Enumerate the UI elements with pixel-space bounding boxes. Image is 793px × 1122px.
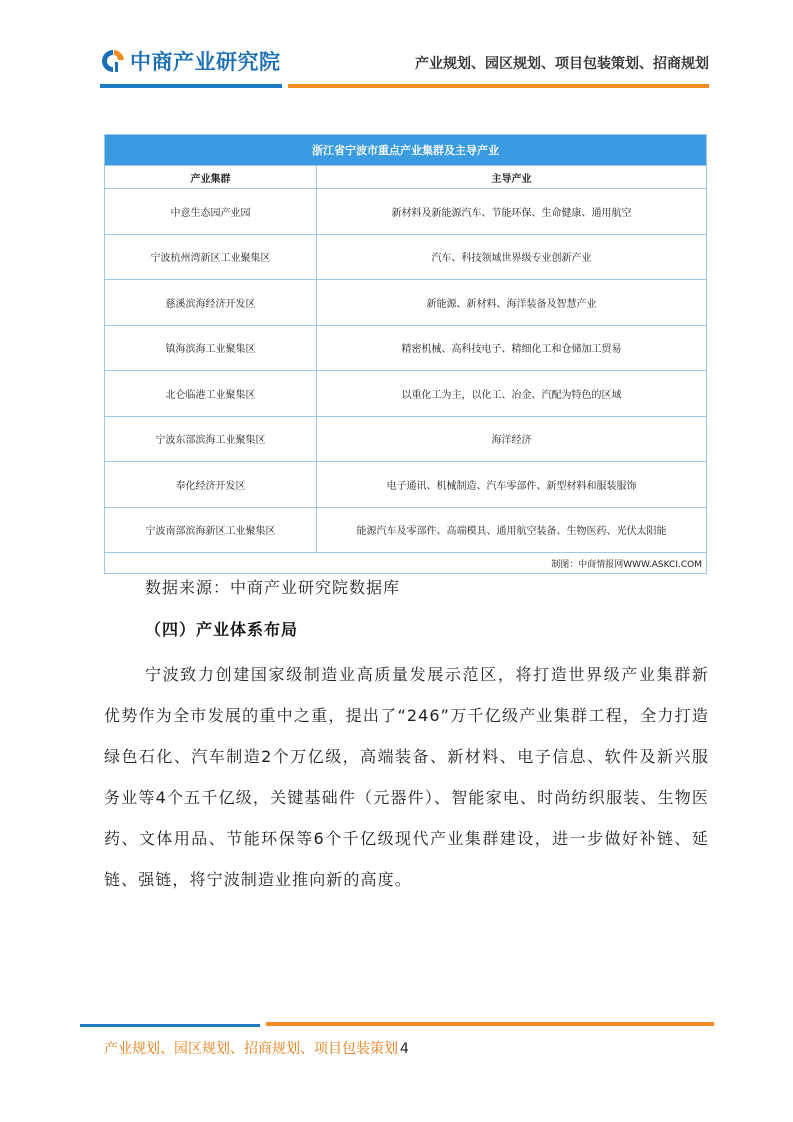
logo-text: 中商产业研究院 [130,50,281,74]
header-tagline: 产业规划、园区规划、项目包装策划、招商规划 [415,56,709,72]
page-number: 4 [400,1041,409,1057]
industry-cluster-table [104,134,707,574]
table-cell-cluster: 奉化经济开发区 [105,462,317,507]
table-body [105,188,706,552]
table-cell-cluster: 中意生态园产业园 [105,189,317,234]
table-row [105,461,706,507]
table-row [105,234,706,280]
table-cell-industry: 能源汽车及零部件、高端模具、通用航空装备、生物医药、光伏太阳能 [356,526,667,538]
table-row [105,279,706,325]
table-credit: 制图：中商情报网WWW.ASKCI.COM [105,552,706,573]
table-row [105,507,706,553]
logo [100,46,281,76]
logo-icon [100,48,126,74]
footer-rule-blue [80,1024,260,1027]
table-row [105,370,706,416]
footer [104,1038,409,1058]
table-cell-cluster: 宁波南部滨海新区工业聚集区 [105,508,317,553]
table-cell-cluster: 慈溪滨海经济开发区 [105,280,317,325]
footer-tagline: 产业规划、园区规划、招商规划、项目包装策划 [104,1041,398,1057]
table-cell-cluster: 宁波东部滨海工业聚集区 [105,417,317,462]
table-cell-industry: 新能源、新材料、海洋装备及智慧产业 [426,298,597,310]
body-paragraph: 宁波致力创建国家级制造业高质量发展示范区，将打造世界级产业集群新优势作为全市发展的重中之重，提出了“246”万千亿级产业集群工程，全力打造绿色石化、汽车制造2个万亿级，高端装备、新材料、电子信息、软件及新兴服务业等4个五千亿级，关键基础件（元器件）、智能家电、时尚纺织服装、生物医药、文体用品、节能环保等6个千亿级现代产业集群建设，进一步做好补链、延链、强链，将宁波制造业推向新的高度。 [104,665,709,889]
table-row [105,416,706,462]
table-title: 浙江省宁波市重点产业集群及主导产业 [105,135,706,165]
table-cell-industry: 精密机械、高科技电子、精细化工和仓储加工贸易 [401,344,622,356]
table-header-row [105,165,706,188]
section-heading: （四）产业体系布局 [145,620,299,639]
table-cell-industry: 电子通讯、机械制造、汽车零部件、新型材料和服装服饰 [386,480,637,492]
table-cell-industry: 汽车、科技领域世界级专业创新产业 [431,253,592,265]
table-header-industry: 主导产业 [491,173,532,185]
table-cell-cluster: 北仑临港工业聚集区 [105,371,317,416]
header-rule-blue [100,84,282,88]
table-cell-industry: 以重化工为主，以化工、冶金、汽配为特色的区域 [401,389,622,401]
table-row [105,325,706,371]
table-cell-industry: 新材料及新能源汽车、节能环保、生命健康、通用航空 [391,207,632,219]
table-header-cluster: 产业集群 [105,166,317,188]
table-row [105,188,706,234]
header-rule-orange [288,84,709,88]
table-cell-industry: 海洋经济 [491,435,532,447]
table-cell-cluster: 宁波杭州湾新区工业聚集区 [105,235,317,280]
table-cell-cluster: 镇海滨海工业聚集区 [105,326,317,371]
footer-rule-orange [266,1022,714,1026]
data-source: 数据来源：中商产业研究院数据库 [145,578,401,597]
